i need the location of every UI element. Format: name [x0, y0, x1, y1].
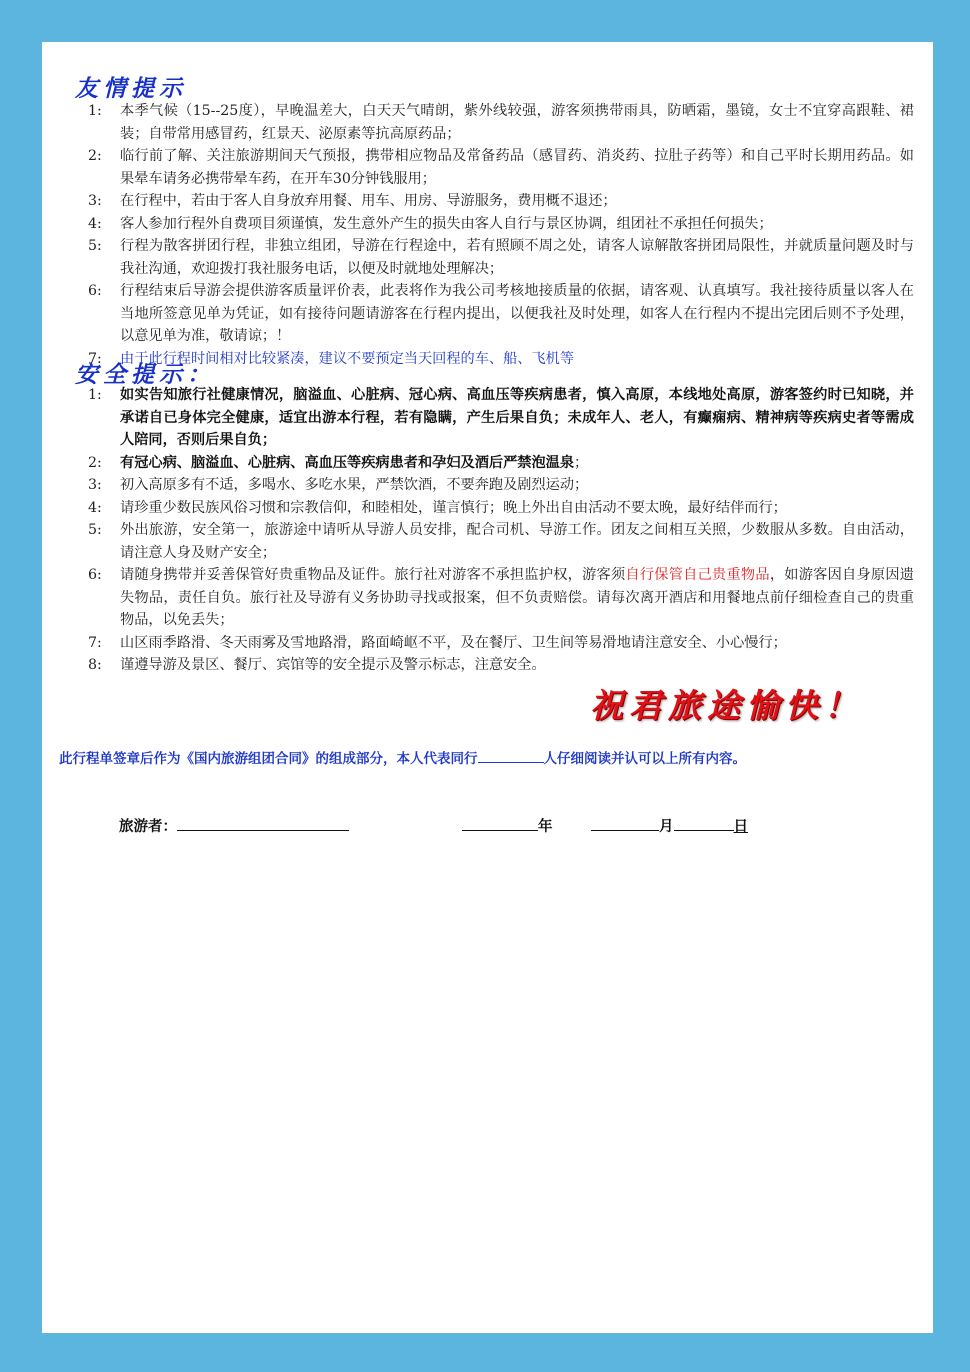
item-number: 2:: [88, 454, 102, 471]
document-page: [42, 42, 933, 1333]
item-number: 4:: [88, 215, 102, 232]
item-number: 1:: [88, 387, 102, 403]
list-item: [88, 519, 914, 564]
item-text: 由于此行程时间相对比较紧凑，建议不要预定当天回程的车、船、飞机等: [120, 350, 575, 367]
traveler-label: 旅游者：: [119, 819, 177, 835]
day-label: 日: [733, 819, 748, 835]
year-line[interactable]: [462, 814, 538, 831]
list-item: [88, 497, 914, 520]
item-text: 如实告知旅行社健康情况，脑溢血、心脏病、冠心病、高血压等疾病患者，慎入高原，本线地处高原，游客签约时已知晓，并承诺自已身体完全健康，适宜出游本行程，若有隐瞒，产生后果自负；未成年人、老人，有癫痫病、精神病等疾病史者等需成人陪同，否则后果自负；: [120, 387, 914, 448]
day-line[interactable]: [674, 814, 734, 831]
item-number: 5:: [88, 238, 102, 254]
contract-text-before: 此行程单签章后作为《国内旅游组团合同》的组成部分，本人代表同行: [59, 751, 478, 767]
date-year: [462, 814, 553, 836]
item-text: 请珍重少数民族风俗习惯和宗教信仰，和睦相处，谨言慎行；晚上外出自由活动不要太晚，最好结伴而行；: [120, 499, 787, 516]
list-item: [88, 384, 914, 452]
item-number: 5:: [88, 522, 102, 538]
item-text: 谨遵导游及景区、餐厅、宾馆等的安全提示及警示标志，注意安全。: [120, 657, 546, 673]
list-item: [88, 235, 914, 280]
item-text: 客人参加行程外自费项目须谨慎，发生意外产生的损失由客人自行与景区协调，组团社不承担任何损失；: [120, 215, 773, 232]
item-text: 外出旅游，安全第一，旅游途中请听从导游人员安排，配合司机、导游工作。团友之间相互关照，少数服从多数。自由活动，请注意人身及财产安全；: [120, 522, 914, 561]
item-number: 7:: [88, 350, 102, 367]
list-item: [88, 190, 914, 213]
list-item: [88, 452, 914, 475]
item-text: 行程为散客拼团行程，非独立组团，导游在行程途中，若有照顾不周之处，请客人谅解散客拼团局限性，并就质量问题及时与我社沟通，欢迎拨打我社服务电话，以便及时就地处理解决；: [120, 238, 914, 277]
item-text: 山区雨季路滑、冬天雨雾及雪地路滑，路面崎岖不平，及在餐厅、卫生间等易滑地请注意安全、小心慢行；: [120, 634, 787, 651]
safety-tips-title: 安全提示：: [75, 362, 215, 388]
item-text: 自行保管自己贵重物品: [625, 567, 770, 583]
item-text: ，如游客因自身原因遗失物品，责任自负。旅行社及导游有义务协助寻找或报案，但不负责赔偿。请每次离开酒店和用餐地点前仔细检查自己的贵重物品，以免丢失；: [120, 567, 914, 628]
item-text: ；: [574, 454, 589, 471]
month-line[interactable]: [591, 814, 659, 831]
item-text: 在行程中，若由于客人自身放弃用餐、用车、用房、导游服务，费用概不退还；: [120, 193, 617, 209]
item-number: 3:: [88, 477, 102, 493]
item-text: 请随身携带并妥善保管好贵重物品及证件。旅行社对游客不承担监护权，游客须: [120, 567, 626, 583]
item-text: 行程结束后导游会提供游客质量评价表，此表将作为我公司考核地接质量的依据，请客观、认真填写。我社接待质量以客人在当地所签意见单为凭证，如有接待问题请游客在行程内提出，以便我社及时处理，如客人在行程内不提出完团后则不予处理，以意见单为准，敬请谅；！: [120, 283, 914, 344]
item-number: 7:: [88, 634, 102, 651]
friendly-tips-list: [88, 100, 914, 370]
list-item: [88, 145, 914, 190]
item-text: 有冠心病、脑溢血、心脏病、高血压等疾病患者和孕妇及酒后严禁泡温泉: [120, 454, 575, 471]
item-number: 4:: [88, 499, 102, 516]
item-number: 8:: [88, 657, 102, 673]
contract-text-after: 人仔细阅读并认可以上所有内容。: [543, 751, 746, 767]
item-number: 1:: [88, 103, 102, 119]
month-label: 月: [659, 819, 674, 835]
list-item: [88, 564, 914, 632]
blessing-text: 祝君旅途愉快！: [590, 686, 863, 725]
list-item: [88, 474, 914, 497]
list-item: [88, 213, 914, 236]
list-item: [88, 100, 914, 145]
safety-tips-list: [88, 384, 914, 677]
list-item: [88, 654, 914, 677]
traveler-signature: [119, 814, 349, 836]
date-month-day: [591, 814, 748, 836]
companion-count-blank[interactable]: [478, 748, 544, 763]
list-item: [88, 280, 914, 348]
friendly-tips-title: 友情提示: [75, 76, 187, 102]
item-text: 临行前了解、关注旅游期间天气预报，携带相应物品及常备药品（感冒药、消炎药、拉肚子药等）和自己平时长期用药品。如果晕车请务必携带晕车药，在开车30分钟钱服用；: [120, 148, 914, 187]
item-number: 6:: [88, 283, 102, 299]
item-number: 3:: [88, 193, 102, 209]
item-number: 6:: [88, 567, 102, 583]
contract-statement: [59, 747, 919, 767]
year-label: 年: [538, 819, 553, 835]
item-number: 2:: [88, 148, 102, 164]
item-text: 初入高原多有不适，多喝水、多吃水果，严禁饮酒，不要奔跑及剧烈运动；: [120, 477, 589, 493]
item-text: 本季气候（15--25度），早晚温差大，白天天气晴朗，紫外线较强，游客须携带雨具，防晒霜，墨镜，女士不宜穿高跟鞋、裙装；自带常用感冒药，红景天、泌原素等抗高原药品；: [120, 103, 914, 142]
list-item: [88, 632, 914, 655]
traveler-signature-line[interactable]: [177, 814, 349, 831]
